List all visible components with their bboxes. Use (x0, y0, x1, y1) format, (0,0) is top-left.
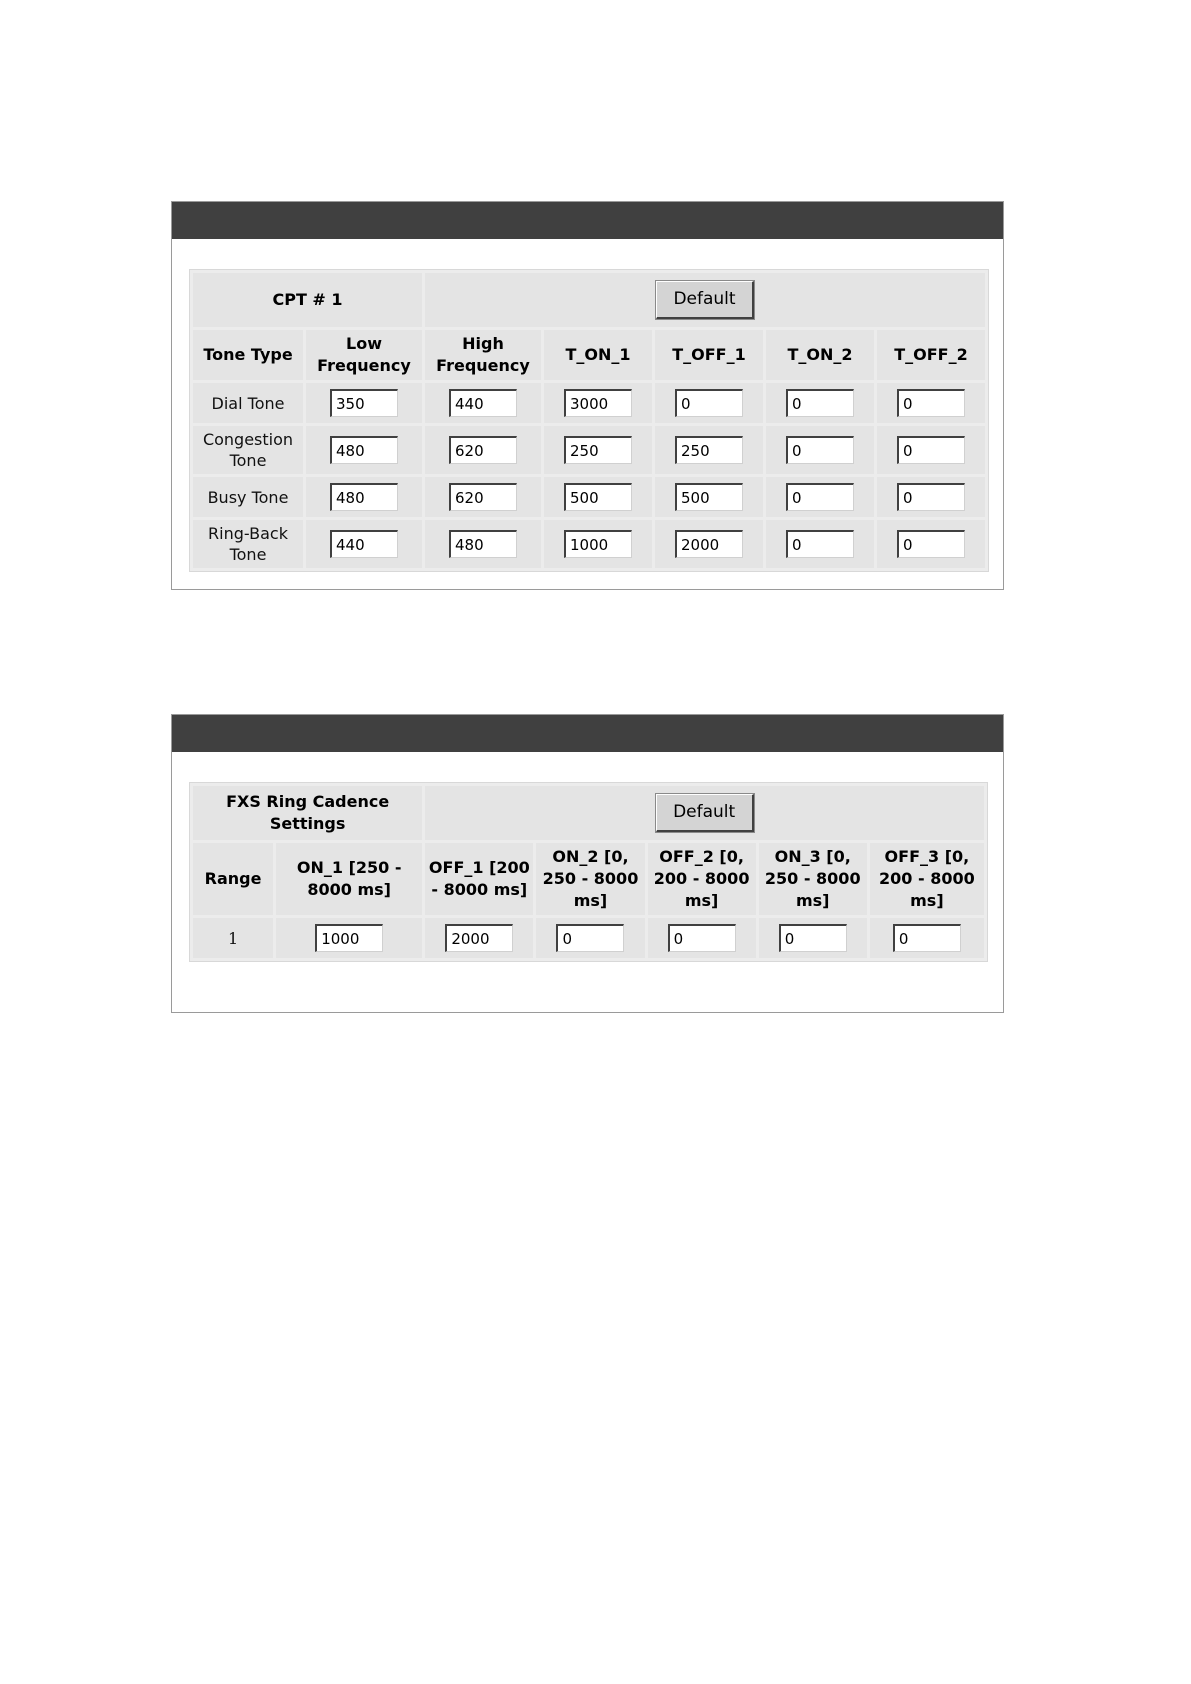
low-frequency-input[interactable] (330, 530, 398, 558)
t-on-1-input[interactable] (564, 389, 632, 417)
t-on-1-input[interactable] (564, 483, 632, 511)
on-1-input[interactable] (315, 924, 383, 952)
off-1-input[interactable] (445, 924, 513, 952)
header-t-off-2: T_OFF_2 (877, 330, 985, 380)
t-off-2-input[interactable] (897, 436, 965, 464)
header-range: Range (193, 843, 273, 915)
off-2-input[interactable] (668, 924, 736, 952)
cpt-default-button[interactable]: Default (656, 281, 754, 319)
on-3-input[interactable] (779, 924, 847, 952)
t-off-2-input[interactable] (897, 389, 965, 417)
fxs-table (189, 782, 988, 962)
fxs-default-button[interactable]: Default (656, 794, 754, 832)
table-row (193, 426, 985, 474)
t-off-1-input[interactable] (675, 483, 743, 511)
high-frequency-input[interactable] (449, 483, 517, 511)
cpt-table (189, 269, 989, 572)
off-3-input[interactable] (893, 924, 961, 952)
on-2-input[interactable] (556, 924, 624, 952)
cpt-panel (171, 201, 1004, 590)
cpt-panel-header (172, 202, 1003, 239)
t-on-2-input[interactable] (786, 483, 854, 511)
tone-type-label: Busy Tone (193, 477, 303, 517)
table-row (193, 383, 985, 423)
cpt-panel-body (172, 239, 1003, 572)
header-t-on-1: T_ON_1 (544, 330, 652, 380)
header-off-2: OFF_2 [0, 200 - 8000 ms] (648, 843, 756, 915)
t-off-1-input[interactable] (675, 436, 743, 464)
table-row (193, 477, 985, 517)
tone-type-label: Congestion Tone (193, 426, 303, 474)
tone-type-label: Dial Tone (193, 383, 303, 423)
header-low-frequency: Low Frequency (306, 330, 422, 380)
header-tone-type: Tone Type (193, 330, 303, 380)
cpt-default-cell (425, 273, 985, 327)
fxs-title: FXS Ring Cadence Settings (193, 786, 422, 840)
t-off-1-input[interactable] (675, 389, 743, 417)
table-row (193, 918, 984, 958)
low-frequency-input[interactable] (330, 389, 398, 417)
fxs-default-cell (425, 786, 984, 840)
header-on-3: ON_3 [0, 250 - 8000 ms] (759, 843, 867, 915)
t-on-1-input[interactable] (564, 436, 632, 464)
t-on-2-input[interactable] (786, 389, 854, 417)
fxs-panel-header (172, 715, 1003, 752)
header-off-3: OFF_3 [0, 200 - 8000 ms] (870, 843, 984, 915)
high-frequency-input[interactable] (449, 530, 517, 558)
header-on-1: ON_1 [250 - 8000 ms] (276, 843, 422, 915)
header-high-frequency: High Frequency (425, 330, 541, 380)
high-frequency-input[interactable] (449, 389, 517, 417)
high-frequency-input[interactable] (449, 436, 517, 464)
t-off-2-input[interactable] (897, 530, 965, 558)
header-off-1: OFF_1 [200 - 8000 ms] (425, 843, 533, 915)
t-on-2-input[interactable] (786, 530, 854, 558)
tone-type-label: Ring-Back Tone (193, 520, 303, 568)
fxs-panel (171, 714, 1004, 1013)
cpt-title: CPT # 1 (193, 273, 422, 327)
t-off-2-input[interactable] (897, 483, 965, 511)
t-on-1-input[interactable] (564, 530, 632, 558)
low-frequency-input[interactable] (330, 483, 398, 511)
header-t-off-1: T_OFF_1 (655, 330, 763, 380)
fxs-panel-body (172, 752, 1003, 962)
low-frequency-input[interactable] (330, 436, 398, 464)
header-on-2: ON_2 [0, 250 - 8000 ms] (536, 843, 644, 915)
t-on-2-input[interactable] (786, 436, 854, 464)
range-label: 1 (193, 918, 273, 958)
t-off-1-input[interactable] (675, 530, 743, 558)
table-row (193, 520, 985, 568)
header-t-on-2: T_ON_2 (766, 330, 874, 380)
